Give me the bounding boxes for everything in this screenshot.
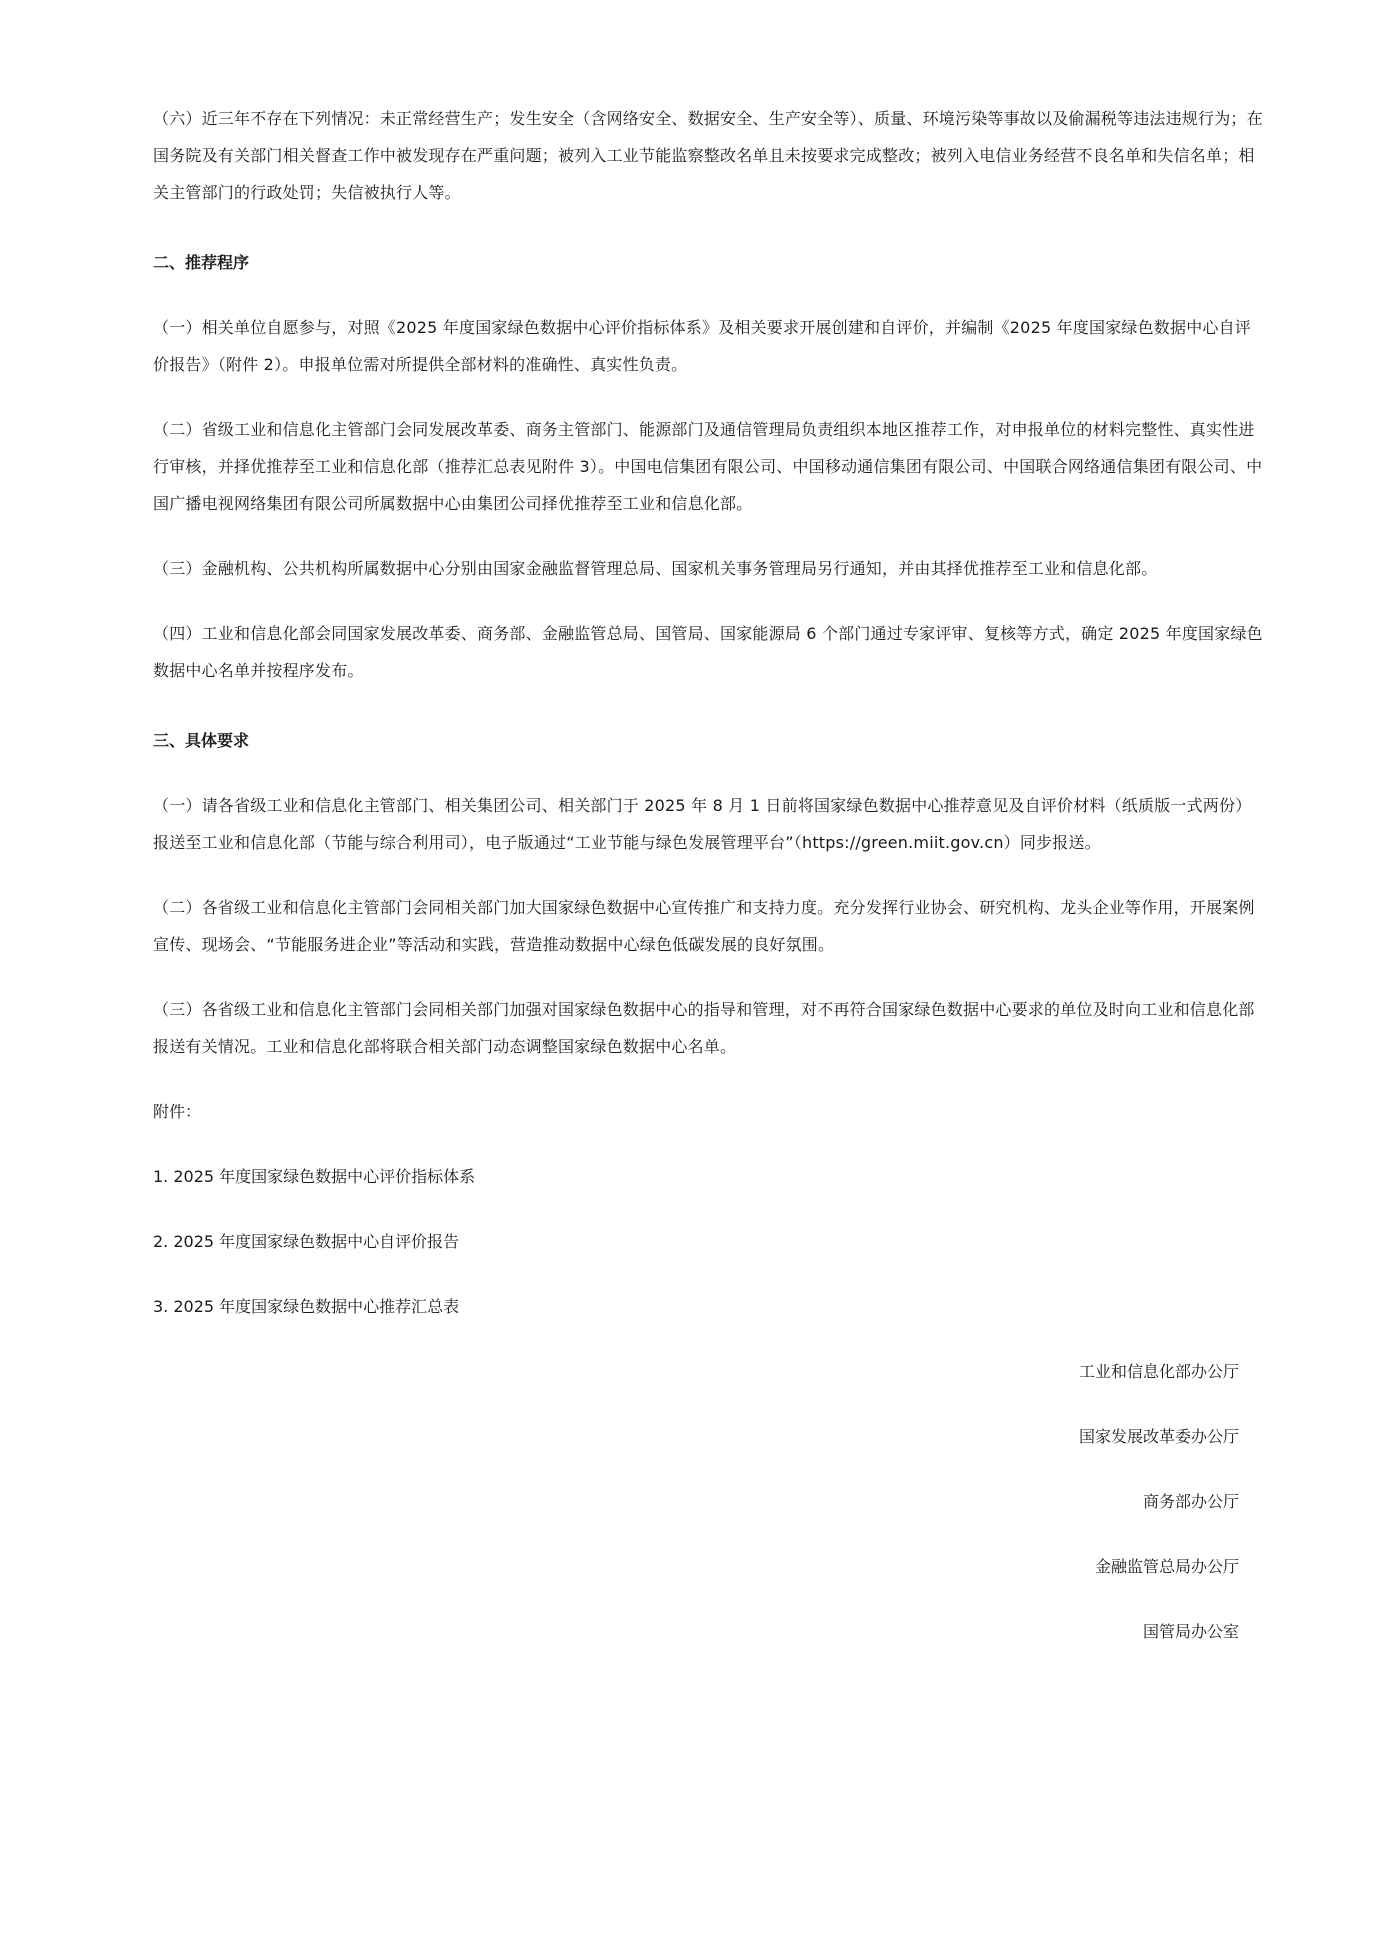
paragraph-requirement-3: （三）各省级工业和信息化主管部门会同相关部门加强对国家绿色数据中心的指导和管理，对不再符合国家绿色数据中心要求的单位及时向工业和信息化部报送有关情况。工业和信息化部将联合相关部门动态调整国家绿色数据中心名单。	[153, 1000, 1255, 1056]
heading-specific-requirements: 三、具体要求	[153, 731, 250, 750]
paragraph-condition-six: （六）近三年不存在下列情况：未正常经营生产；发生安全（含网络安全、数据安全、生产安全等）、质量、环境污染等事故以及偷漏税等违法违规行为；在国务院及有关部门相关督查工作中被发现存在严重问题；被列入工业节能监察整改名单且未按要求完成整改；被列入电信业务经营不良名单和失信名单；相关主管部门的行政处罚；失信被执行人等。	[153, 109, 1263, 202]
signature-nfra-office: 金融监管总局办公厅	[1094, 1557, 1239, 1576]
heading-recommend-procedure: 二、推荐程序	[153, 253, 250, 272]
paragraph-requirement-1: （一）请各省级工业和信息化主管部门、相关集团公司、相关部门于 2025 年 8 月 1 日前将国家绿色数据中心推荐意见及自评价材料（纸质版一式两份）报送至工业和信息化部（节能与综合利用司），电子版通过“工业节能与绿色发展管理平台”（https://green.miit.gov.cn）同步报送。	[153, 796, 1252, 852]
attachments-label: 附件：	[153, 1102, 202, 1121]
paragraph-procedure-3: （三）金融机构、公共机构所属数据中心分别由国家金融监督管理总局、国家机关事务管理局另行通知，并由其择优推荐至工业和信息化部。	[153, 559, 1158, 578]
signature-mofcom-office: 商务部办公厅	[1142, 1492, 1239, 1511]
paragraph-procedure-1: （一）相关单位自愿参与，对照《2025 年度国家绿色数据中心评价指标体系》及相关要求开展创建和自评价，并编制《2025 年度国家绿色数据中心自评价报告》（附件 2）。申报单位需对所提供全部材料的准确性、真实性负责。	[153, 318, 1252, 374]
signature-miit-office: 工业和信息化部办公厅	[1078, 1362, 1239, 1381]
attachment-item: 2. 2025 年度国家绿色数据中心自评价报告	[153, 1232, 460, 1251]
paragraph-procedure-2: （二）省级工业和信息化主管部门会同发展改革委、商务主管部门、能源部门及通信管理局负责组织本地区推荐工作，对申报单位的材料完整性、真实性进行审核，并择优推荐至工业和信息化部（推荐汇总表见附件 3）。中国电信集团有限公司、中国移动通信集团有限公司、中国联合网络通信集团有限公司、中国广播电视网络集团有限公司所属数据中心由集团公司择优推荐至工业和信息化部。	[153, 420, 1263, 513]
paragraph-procedure-4: （四）工业和信息化部会同国家发展改革委、商务部、金融监管总局、国管局、国家能源局 6 个部门通过专家评审、复核等方式，确定 2025 年度国家绿色数据中心名单并按程序发布。	[153, 624, 1263, 680]
paragraph-requirement-2: （二）各省级工业和信息化主管部门会同相关部门加大国家绿色数据中心宣传推广和支持力度。充分发挥行业协会、研究机构、龙头企业等作用，开展案例宣传、现场会、“节能服务进企业”等活动和实践，营造推动数据中心绿色低碳发展的良好氛围。	[153, 898, 1255, 954]
signature-ggj-office: 国管局办公室	[1142, 1622, 1239, 1641]
signature-ndrc-office: 国家发展改革委办公厅	[1078, 1427, 1239, 1446]
attachment-item: 1. 2025 年度国家绿色数据中心评价指标体系	[153, 1167, 476, 1186]
attachment-item: 3. 2025 年度国家绿色数据中心推荐汇总表	[153, 1297, 460, 1316]
